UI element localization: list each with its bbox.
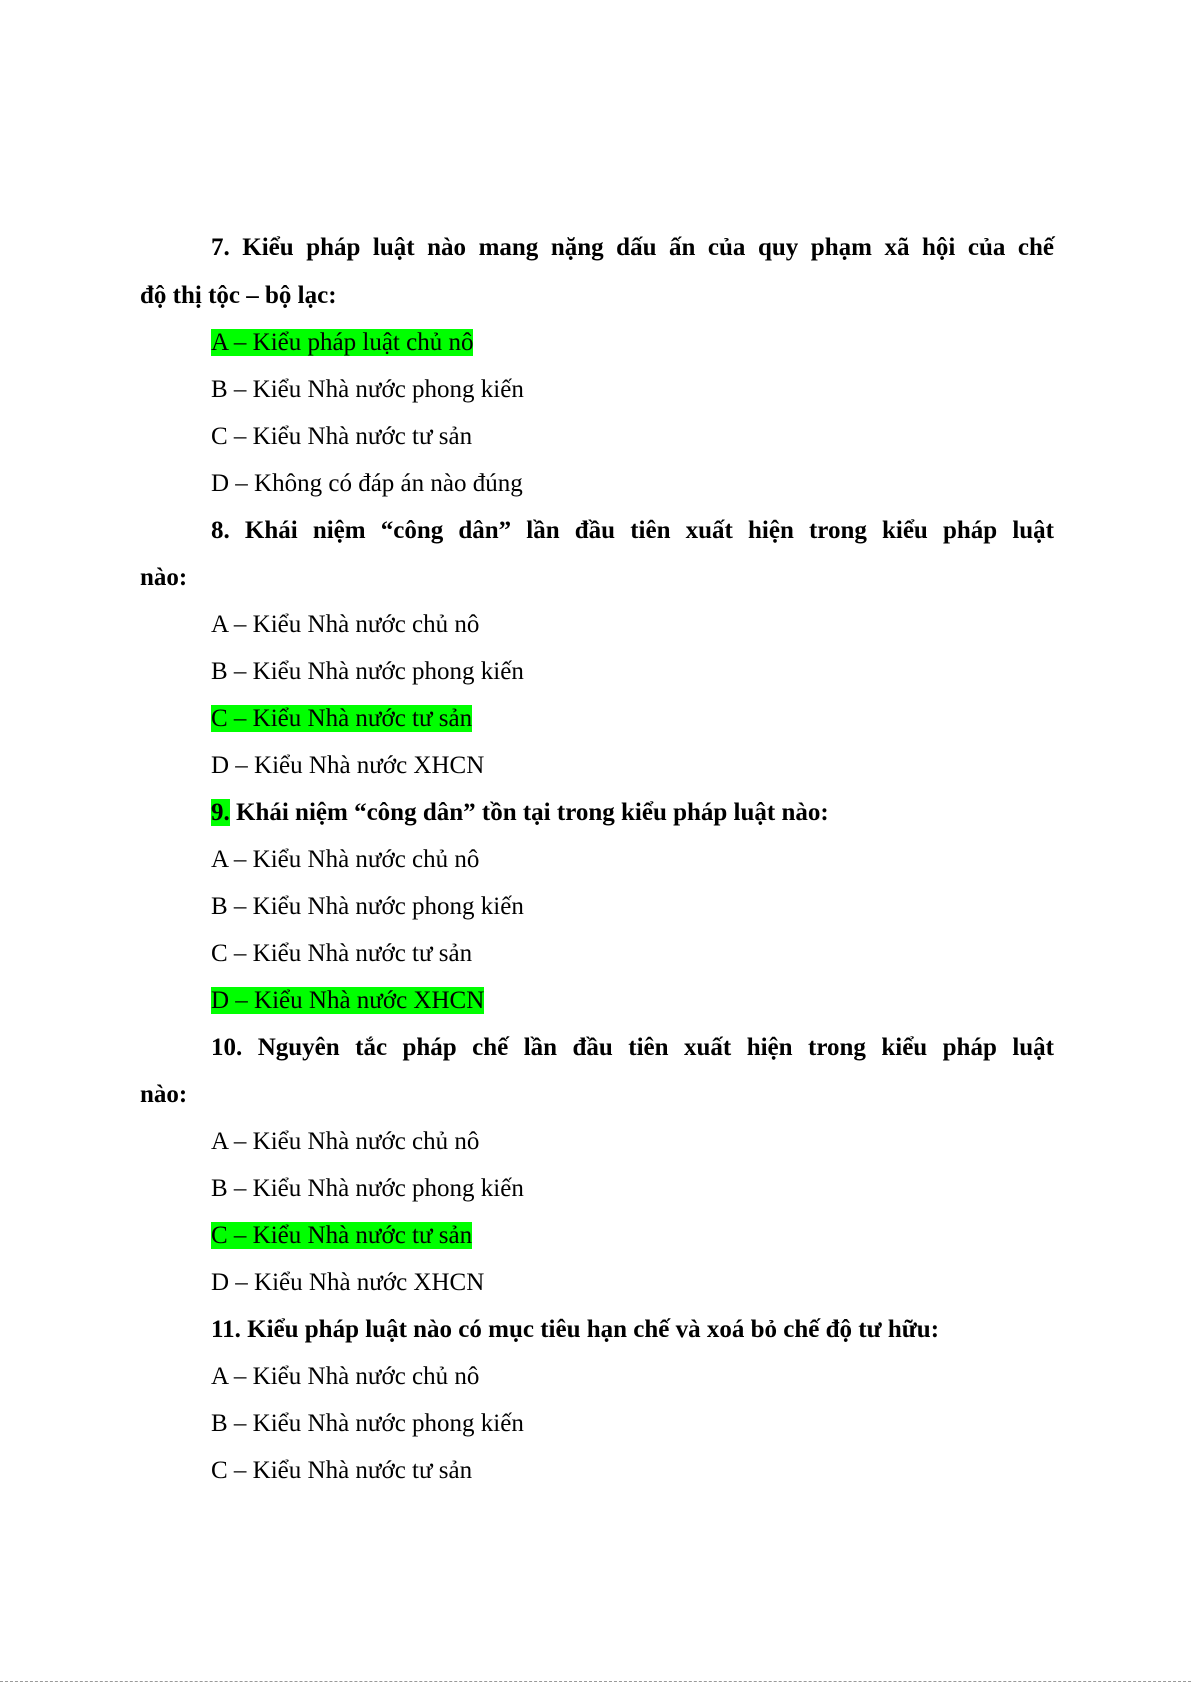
question-7-option-d: D – Không có đáp án nào đúng: [211, 470, 523, 497]
question-7-option-b: B – Kiểu Nhà nước phong kiến: [211, 376, 524, 403]
question-9-option-d: [211, 986, 484, 1016]
page-bottom-rule: [0, 1681, 1191, 1682]
question-10-line-2: nào:: [140, 1081, 188, 1108]
question-11-option-c: C – Kiểu Nhà nước tư sản: [211, 1457, 473, 1484]
question-10-option-c: [211, 1221, 472, 1251]
question-10-option-a: A – Kiểu Nhà nước chủ nô: [211, 1128, 480, 1155]
question-9-option-b: B – Kiểu Nhà nước phong kiến: [211, 893, 524, 920]
answer-highlight: C – Kiểu Nhà nước tư sản: [211, 705, 473, 732]
question-10-line-1: 10. Nguyên tắc pháp chế lần đầu tiên xuất hiện trong kiểu pháp luật: [211, 1034, 1054, 1061]
question-number-highlight: 9.: [211, 799, 230, 826]
question-7-line-2: độ thị tộc – bộ lạc:: [140, 282, 337, 309]
question-8-option-c: [211, 704, 472, 734]
question-9-option-c: C – Kiểu Nhà nước tư sản: [211, 940, 473, 967]
question-9-line-1: [211, 798, 829, 828]
question-7-line-1: 7. Kiểu pháp luật nào mang nặng dấu ấn của quy phạm xã hội của chế: [211, 234, 1054, 261]
question-7-option-a: [211, 328, 473, 358]
question-9-option-a: A – Kiểu Nhà nước chủ nô: [211, 846, 480, 873]
question-8-line-2: nào:: [140, 564, 188, 591]
answer-highlight: D – Kiểu Nhà nước XHCN: [211, 987, 485, 1014]
answer-highlight: A – Kiểu pháp luật chủ nô: [211, 329, 474, 356]
question-8-option-a: A – Kiểu Nhà nước chủ nô: [211, 611, 480, 638]
question-7-option-c: C – Kiểu Nhà nước tư sản: [211, 423, 473, 450]
question-11-line-1: 11. Kiểu pháp luật nào có mục tiêu hạn chế và xoá bỏ chế độ tư hữu:: [211, 1316, 940, 1343]
question-11-option-a: A – Kiểu Nhà nước chủ nô: [211, 1363, 480, 1390]
answer-highlight: C – Kiểu Nhà nước tư sản: [211, 1222, 473, 1249]
question-8-option-d: D – Kiểu Nhà nước XHCN: [211, 752, 485, 779]
question-9-text: Khái niệm “công dân” tồn tại trong kiểu pháp luật nào:: [229, 799, 829, 826]
question-11-option-b: B – Kiểu Nhà nước phong kiến: [211, 1410, 524, 1437]
question-8-option-b: B – Kiểu Nhà nước phong kiến: [211, 658, 524, 685]
question-8-line-1: 8. Khái niệm “công dân” lần đầu tiên xuất hiện trong kiểu pháp luật: [211, 517, 1054, 544]
question-10-option-b: B – Kiểu Nhà nước phong kiến: [211, 1175, 524, 1202]
question-10-option-d: D – Kiểu Nhà nước XHCN: [211, 1269, 485, 1296]
